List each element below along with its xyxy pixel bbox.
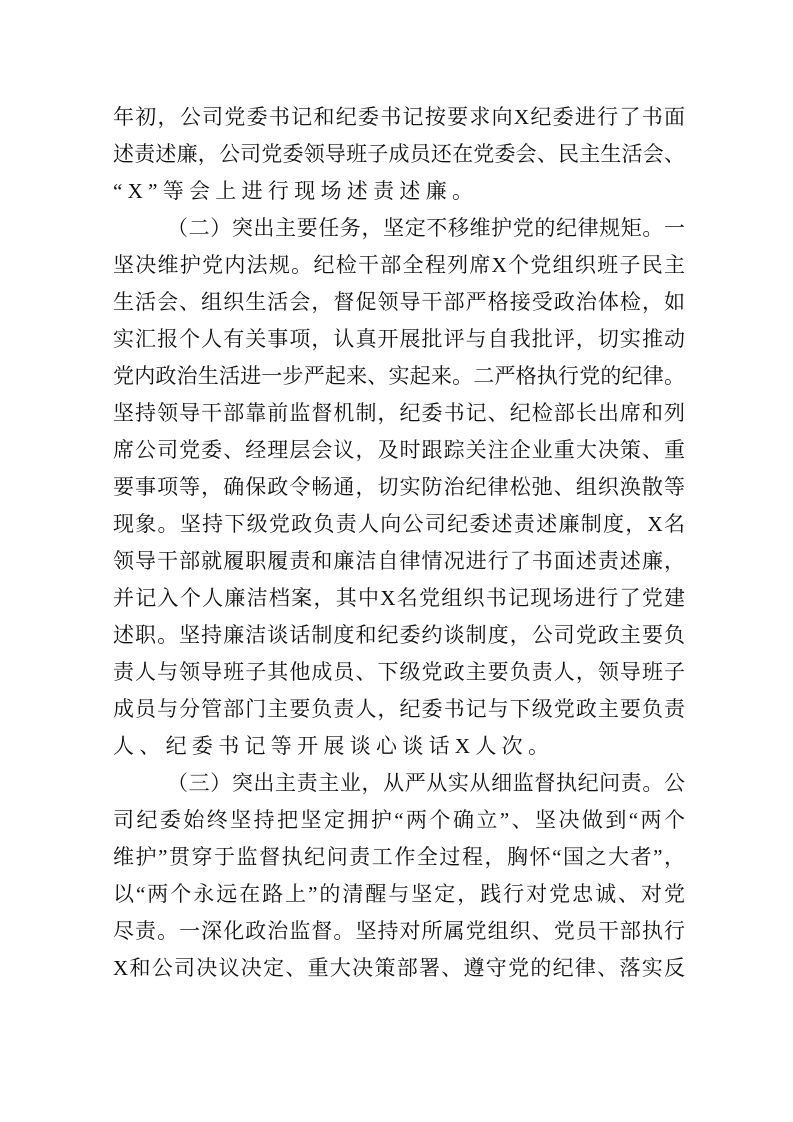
text-line: 述责述廉，公司党委领导班子成员还在党委会、民主生活会、 [113,142,685,166]
section-heading-line: （三）突出主责主业，从严从实从细监督执纪问责。公 [167,771,685,795]
section-heading-line: （二）突出主要任务，坚定不移维护党的纪律规矩。一 [167,216,685,240]
text-line: 坚决维护党内法规。纪检干部全程列席X个党组织班子民主 [113,253,685,277]
text-line: 年初，公司党委书记和纪委书记按要求向X纪委进行了书面 [113,105,685,129]
text-line: 司纪委始终坚持把坚定拥护“两个确立”、坚决做到“两个 [113,808,685,832]
text-line: “X”等会上进行现场述责述廉。 [113,179,479,203]
text-line: 维护”贯穿于监督执纪问责工作全过程，胸怀“国之大者”， [113,845,685,869]
text-line: 席公司党委、经理层会议，及时跟踪关注企业重大决策、重 [113,438,685,462]
text-line: 生活会、组织生活会，督促领导干部严格接受政治体检，如 [113,290,685,314]
text-line: 以“两个永远在路上”的清醒与坚定，践行对党忠诚、对党 [113,882,685,906]
text-line: 并记入个人廉洁档案，其中X名党组织书记现场进行了党建 [113,586,685,610]
text-line: 要事项等，确保政令畅通，切实防治纪律松弛、组织涣散等 [113,475,685,499]
text-line: 党内政治生活进一步严起来、实起来。二严格执行党的纪律。 [113,364,685,388]
text-line: 成员与分管部门主要负责人，纪委书记与下级党政主要负责 [113,697,685,721]
document-page [113,99,685,987]
text-line: 领导干部就履职履责和廉洁自律情况进行了书面述责述廉， [113,549,685,573]
text-line: 现象。坚持下级党政负责人向公司纪委述责述廉制度，X名 [113,512,685,536]
text-line: X和公司决议决定、重大决策部署、遵守党的纪律、落实反 [113,956,685,980]
text-line: 人、纪委书记等开展谈心谈话X人次。 [113,734,555,758]
text-line: 坚持领导干部靠前监督机制，纪委书记、纪检部长出席和列 [113,401,685,425]
text-line: 述职。坚持廉洁谈话制度和纪委约谈制度，公司党政主要负 [113,623,685,647]
text-line: 责人与领导班子其他成员、下级党政主要负责人，领导班子 [113,660,685,684]
text-line: 实汇报个人有关事项，认真开展批评与自我批评，切实推动 [113,327,685,351]
text-line: 尽责。一深化政治监督。坚持对所属党组织、党员干部执行 [113,919,685,943]
